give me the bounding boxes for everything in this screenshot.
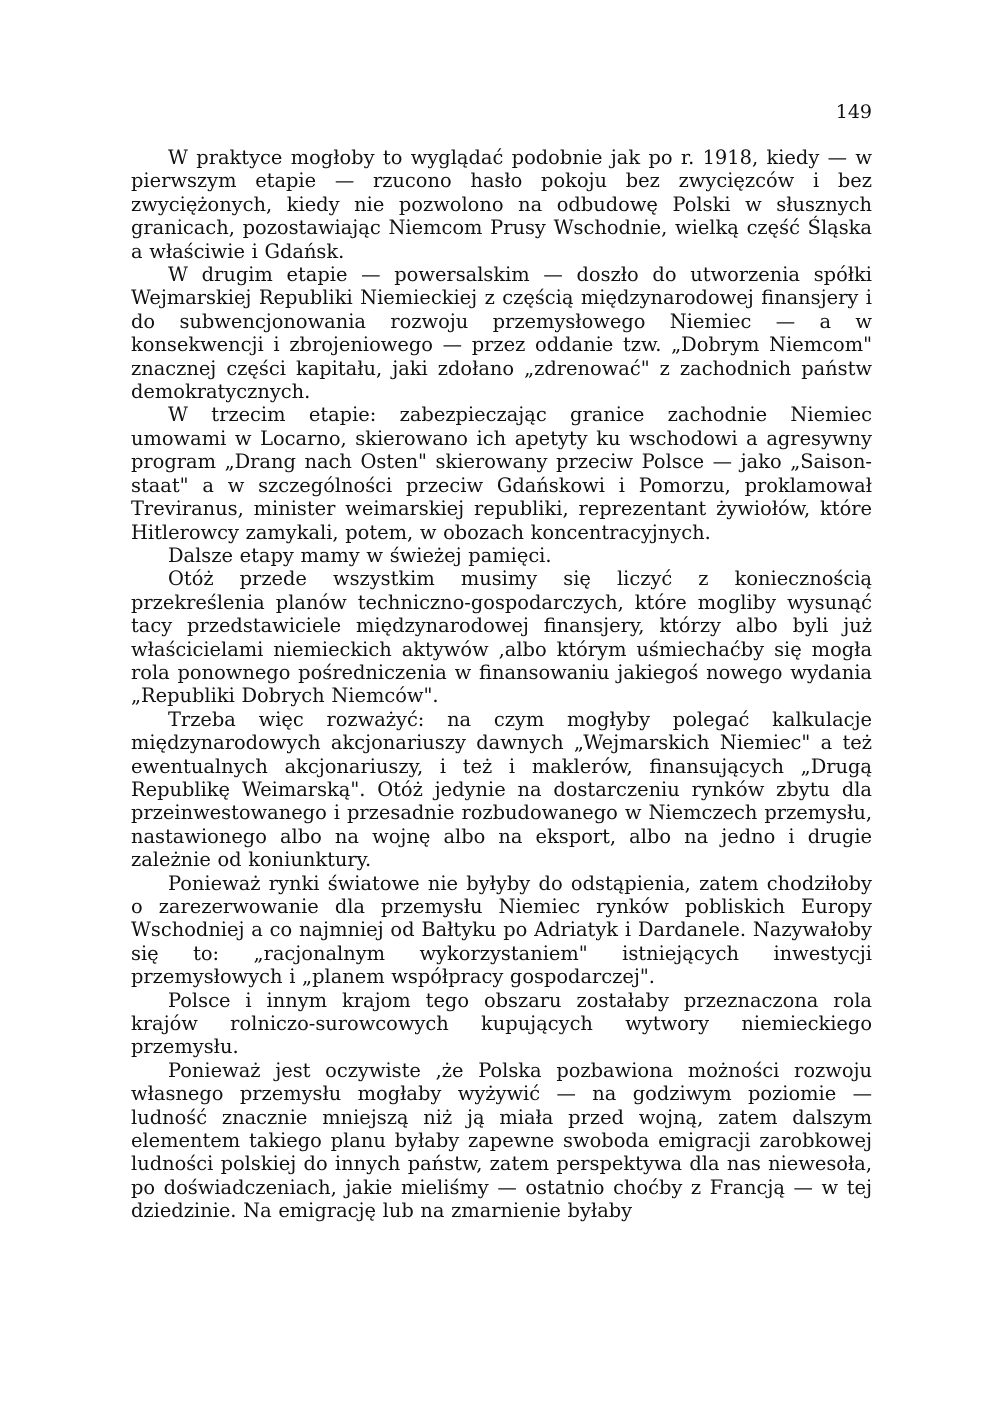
paragraph-9: Ponieważ jest oczywiste ,że Polska pozbawiona możności rozwoju własnego przemysłu mogłaby wyżywić — na godziwym poziomie — ludność znacznie mniejszą niż ją miała przed wojną, zatem dalszym elementem takiego planu byłaby zapewne swoboda emigracji zarobkowej ludności polskiej do innych państw, zatem perspektywa dla nas niewesoła, po doświadczeniach, jakie mieliśmy — ostatnio choćby z Francją — w tej dziedzinie. Na emigrację lub na zmarnienie byłaby — [131, 1058, 872, 1223]
paragraph-7: Ponieważ rynki światowe nie byłyby do odstąpienia, zatem chodziłoby o zarezerwowanie dla przemysłu Niemiec rynków pobliskich Europy Wschodniej a co najmniej od Bałtyku po Adriatyk i Dardanele. Nazywałoby się to: „racjonalnym wykorzystaniem" istniejących inwestycji przemysłowych i „planem współpracy gospodarczej". — [131, 871, 872, 989]
paragraph-5: Otóż przede wszystkim musimy się liczyć z koniecznością przekreślenia planów techniczno-gospodarczych, które mogliby wysunąć tacy przedstawiciele międzynarodowej finansjery, którzy albo byli już właścicielami niemieckich aktywów ,albo którym uśmiechaćby się mogła rola ponownego pośredniczenia w finansowaniu jakiegoś nowego wydania „Republiki Dobrych Niemców". — [131, 567, 872, 708]
paragraph-3: W trzecim etapie: zabezpieczając granice zachodnie Niemiec umowami w Locarno, skierowano ich apetyty ku wschodowi a agresywny program „Drang nach Osten" skierowany przeciw Polsce — jako „Saison-staat" a w szczególności przeciw Gdańskowi i Pomorzu, proklamował Treviranus, minister weimarskiej republiki, reprezentant żywiołów, które Hitlerowcy zamykali, potem, w obozach koncentracyjnych. — [131, 403, 872, 544]
body-text — [131, 146, 872, 1223]
paragraph-1: W praktyce mogłoby to wyglądać podobnie jak po r. 1918, kiedy — w pierwszym etapie — rzucono hasło pokoju bez zwycięzców i bez zwyciężonych, kiedy nie pozwolono na odbudowę Polski w słusznych granicach, pozostawiając Niemcom Prusy Wschodnie, wielką część Śląska a właściwie i Gdańsk. — [131, 146, 872, 263]
paragraph-8: Polsce i innym krajom tego obszaru zostałaby przeznaczona rola krajów rolniczo-surowcowych kupujących wytwory niemieckiego przemysłu. — [131, 988, 872, 1059]
paragraph-6: Trzeba więc rozważyć: na czym mogłyby polegać kalkulacje międzynarodowych akcjonariuszy dawnych „Wejmarskich Niemiec" a też ewentualnych akcjonariuszy, i też i maklerów, finansujących „Drugą Republikę Weimarską". Otóż jedynie na dostarczeniu rynków zbytu dla przeinwestowanego i przesadnie rozbudowanego w Niemczech przemysłu, nastawionego albo na wojnę albo na eksport, albo na jedno i drugie zależnie od koniunktury. — [131, 707, 872, 872]
page-number: 149 — [835, 101, 872, 123]
paragraph-4: Dalsze etapy mamy w świeżej pamięci. — [168, 543, 552, 567]
paragraph-2: W drugim etapie — powersalskim — doszło do utworzenia spółki Wejmarskiej Republiki Niemieckiej z częścią międzynarodowej finansjery i do subwencjonowania rozwoju przemysłowego Niemiec — a w konsekwencji i zbrojeniowego — przez oddanie tzw. „Dobrym Niemcom" znacznej części kapitału, jaki zdołano „zdrenować" z zachodnich państw demokratycznych. — [131, 263, 872, 404]
